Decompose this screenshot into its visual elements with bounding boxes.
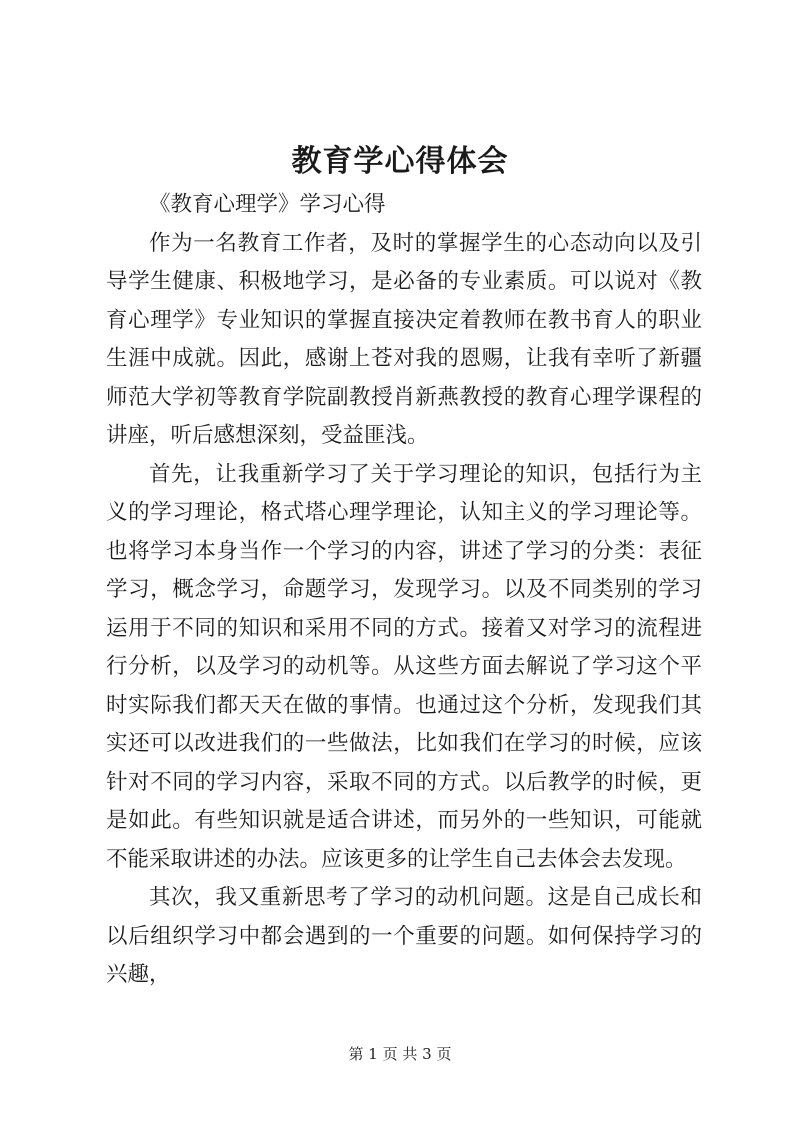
paragraph-intro: 作为一名教育工作者，及时的掌握学生的心态动向以及引导学生健康、积极地学习，是必备的专业素质。可以说对《教育心理学》专业知识的掌握直接决定着教师在教书育人的职业生涯中成就。因此，感谢上苍对我的恩赐，让我有幸听了新疆师范大学初等教育学院副教授肖新燕教授的教育心理学课程的讲座，听后感想深刻，受益匪浅。: [106, 230, 702, 448]
paragraph-subtitle: 《教育心理学》学习心得: [149, 192, 386, 217]
paragraph-first: 首先，让我重新学习了关于学习理论的知识，包括行为主义的学习理论，格式塔心理学理论，认知主义的学习理论等。也将学习本身当作一个学习的内容，讲述了学习的分类：表征学习，概念学习，命题学习，发现学习。以及不同类别的学习运用于不同的知识和采用不同的方式。接着又对学习的流程进行分析，以及学习的动机等。从这些方面去解说了学习这个平时实际我们都天天在做的事情。也通过这个分析，发现我们其实还可以改进我们的一些做法，比如我们在学习的时候，应该针对不同的学习内容，采取不同的方式。以后教学的时候，更是如此。有些知识就是适合讲述，而另外的一些知识，可能就不能采取讲述的办法。应该更多的让学生自己去体会去发现。: [106, 461, 702, 872]
document-body: [106, 186, 702, 995]
paragraph-second: 其次，我又重新思考了学习的动机问题。这是自己成长和以后组织学习中都会遇到的一个重要的问题。如何保持学习的兴趣，: [106, 885, 702, 987]
page-number-footer: 第 1 页 共 3 页: [348, 1045, 452, 1063]
document-title: 教育学心得体会: [291, 144, 509, 179]
